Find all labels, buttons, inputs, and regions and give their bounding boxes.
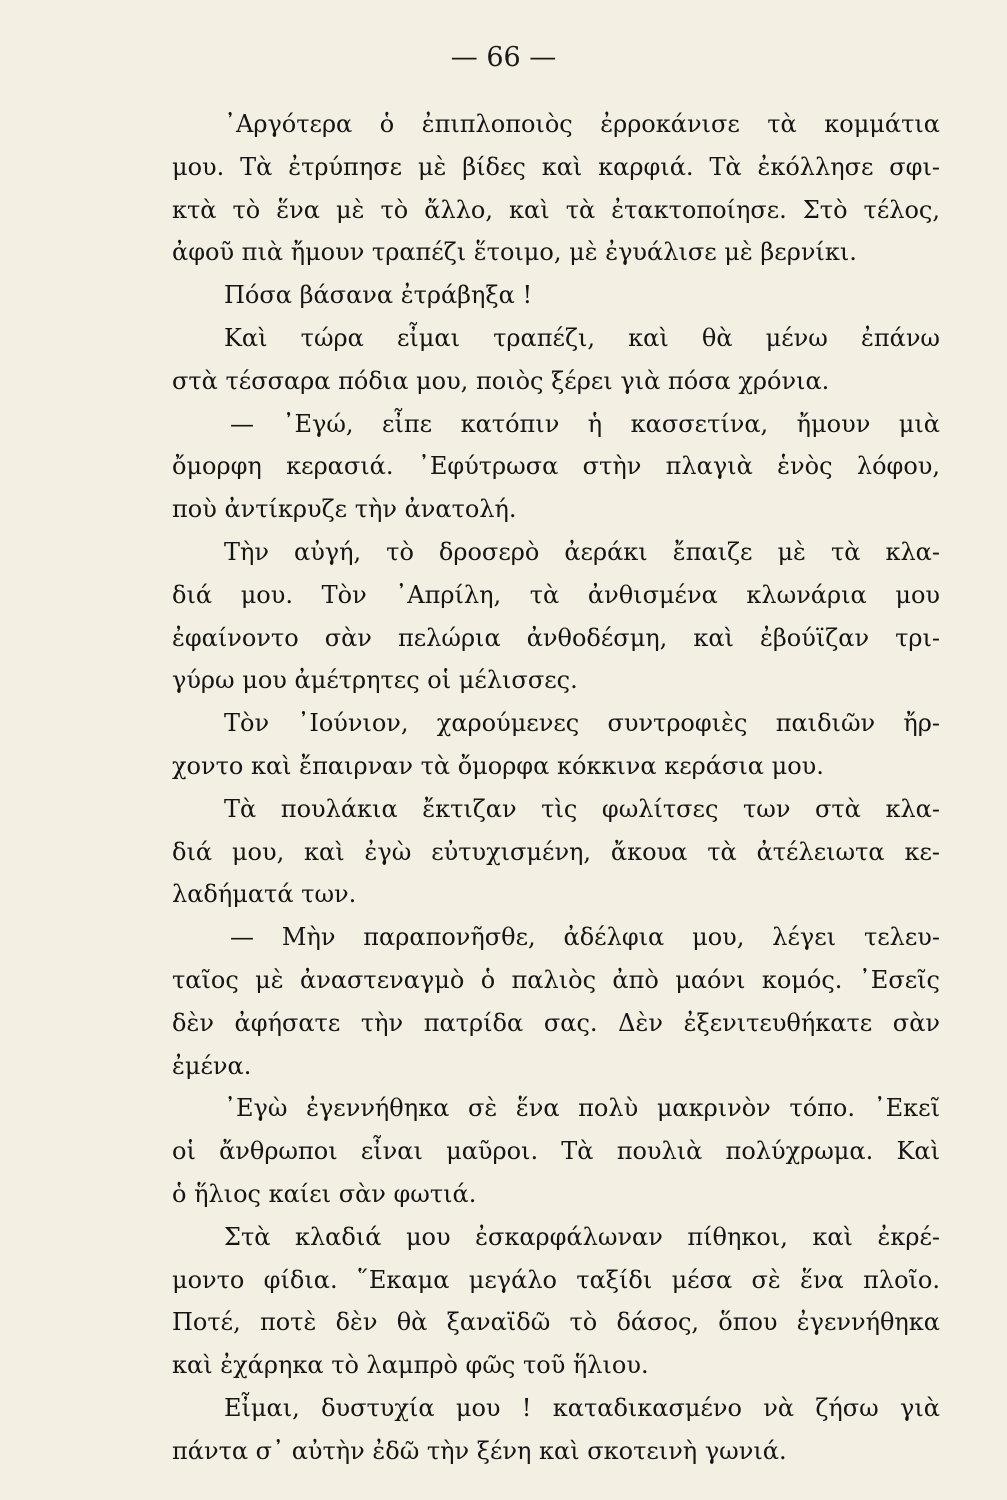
page-number: — 66 — [450,42,557,73]
text-line: ὄμορφη κερασιά. ᾿Εφύτρωσα στὴν πλαγιὰ ἑνὸς λόφου, [172,452,940,481]
text-line: ὁ ἥλιος καίει σὰν φωτιά. [172,1179,477,1208]
text-line: διά μου, καὶ ἐγὼ εὐτυχισμένη, ἄκουα τὰ ἀτέλειωτα κε- [172,837,940,866]
text-line: ᾿Εγὼ ἐγεννήθηκα σὲ ἕνα πολὺ μακρινὸν τόπο. ᾿Εκεῖ [224,1094,940,1123]
text-line: ταῖος μὲ ἀναστεναγμὸ ὁ παλιὸς ἀπὸ μαόνι κομός. ᾿Εσεῖς [172,965,940,994]
text-line: Τὸν ᾿Ιούνιον, χαρούμενες συντροφιὲς παιδιῶν ἤρ- [224,709,940,738]
text-line: μοντο φίδια. ῞Εκαμα μεγάλο ταξίδι μέσα σὲ ἕνα πλοῖο. [172,1265,940,1294]
text-line: ποὺ ἀντίκρυζε τὴν ἀνατολή. [172,495,517,524]
text-line: δὲν ἀφήσατε τὴν πατρίδα σας. Δὲν ἐξενιτευθήκατε σὰν [172,1008,940,1037]
text-line: στὰ τέσσαρα πόδια μου, ποιὸς ξέρει γιὰ πόσα χρόνια. [172,366,830,395]
text-line: οἱ ἄνθρωποι εἶναι μαῦροι. Τὰ πουλιὰ πολύχρωμα. Καὶ [172,1137,940,1166]
text-line: χοντο καὶ ἔπαιρναν τὰ ὄμορφα κόκκινα κεράσια μου. [172,751,824,780]
text-line: ἐφαίνοντο σὰν πελώρια ἀνθοδέσμη, καὶ ἐβούϊζαν τρι- [172,623,940,652]
text-line: κτὰ τὸ ἕνα μὲ τὸ ἄλλο, καὶ τὰ ἐτακτοποίησε. Στὸ τέλος, [172,195,940,224]
text-line: διά μου. Τὸν ᾿Απρίλη, τὰ ἀνθισμένα κλωνάρια μου [172,580,940,609]
text-line: Ποτέ, ποτὲ δὲν θὰ ξαναϊδῶ τὸ δάσος, ὅπου ἐγεννήθηκα [172,1308,940,1337]
text-line: ἐμένα. [172,1051,252,1080]
text-line: Τὴν αὐγή, τὸ δροσερὸ ἀεράκι ἔπαιζε μὲ τὰ κλα- [224,537,940,566]
text-line: Τὰ πουλάκια ἔκτιζαν τὶς φωλίτσες των στὰ κλα- [224,794,940,823]
text-line: γύρω μου ἀμέτρητες οἱ μέλισσες. [172,666,578,695]
text-line: Εἶμαι, δυστυχία μου ! καταδικασμένο νὰ ζήσω γιὰ [224,1393,940,1422]
text-line: καὶ ἐχάρηκα τὸ λαμπρὸ φῶς τοῦ ἥλιου. [172,1351,649,1380]
text-line: λαδήματά των. [172,880,357,909]
text-line: ἀφοῦ πιὰ ἤμουν τραπέζι ἕτοιμο, μὲ ἐγυάλισε μὲ βερνίκι. [172,238,857,267]
text-line: — Μὴν παραπονῆσθε, ἀδέλφια μου, λέγει τελευ- [230,923,940,952]
text-line: μου. Τὰ ἐτρύπησε μὲ βίδες καὶ καρφιά. Τὰ ἐκόλλησε σφι- [172,152,940,181]
text-line: ᾿Αργότερα ὁ ἐπιπλοποιὸς ἐρροκάνισε τὰ κομμάτια [224,110,940,138]
text-line: Στὰ κλαδιά μου ἐσκαρφάλωναν πίθηκοι, καὶ ἐκρέ- [224,1222,940,1251]
text-line: πάντα σ᾿ αὐτὴν ἐδῶ τὴν ξένη καὶ σκοτεινὴ γωνιά. [172,1436,787,1465]
text-line: Καὶ τώρα εἶμαι τραπέζι, καὶ θὰ μένω ἐπάνω [224,323,940,352]
body-text [172,103,940,1473]
text-line: Πόσα βάσανα ἐτράβηξα ! [224,281,533,310]
text-line: — ᾿Εγώ, εἶπε κατόπιν ἡ κασσετίνα, ἤμουν μιὰ [230,409,940,438]
